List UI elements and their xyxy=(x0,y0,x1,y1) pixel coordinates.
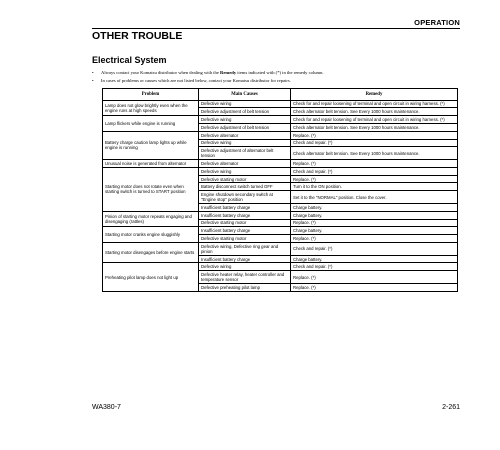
remedy-cell: Replace. (*) xyxy=(291,271,458,284)
cause-cell: Defective preheating pilot lamp xyxy=(199,284,291,292)
table-row xyxy=(103,227,458,235)
table-row xyxy=(103,211,458,219)
cause-cell: Defective adjustment of alternator belt tension xyxy=(199,147,291,160)
remedy-cell: Charge battery. xyxy=(291,211,458,219)
bullet-icon: • xyxy=(92,78,94,83)
remedy-cell: Turn it to the ON position. xyxy=(291,183,458,191)
remedy-cell: Replace. (*) xyxy=(291,131,458,139)
table-row xyxy=(103,131,458,139)
table-row xyxy=(103,100,458,108)
remedy-cell: Check and repair. (*) xyxy=(291,263,458,271)
cause-cell: Defective adjustment of belt tension xyxy=(199,123,291,131)
cause-cell: Defective starting motor xyxy=(199,219,291,227)
cause-cell: Battery disconnect switch turned OFF xyxy=(199,183,291,191)
cause-cell: Insufficient battery charge xyxy=(199,255,291,263)
remedy-cell: Check for and repair loosening of terminal and open circuit in wiring harness. (*) xyxy=(291,116,458,124)
column-header-problem: Problem xyxy=(103,89,199,101)
cause-cell: Defective wiring, Defective ring gear and pinion xyxy=(199,242,291,255)
remedy-cell: Replace. (*) xyxy=(291,175,458,183)
remedy-cell: Check and repair. (*) xyxy=(291,242,458,255)
cause-cell: Defective alternator xyxy=(199,160,291,168)
remedy-cell: Charge battery. xyxy=(291,227,458,235)
cause-cell: Defective alternator xyxy=(199,131,291,139)
cause-cell: Defective wiring xyxy=(199,139,291,147)
remedy-cell: Check alternator belt tension. See Every 1000 hours maintenance. xyxy=(291,123,458,131)
note-item xyxy=(92,69,460,77)
header-rule xyxy=(92,28,460,29)
note-text: In cases of problems or causes which are not listed below, contact your Komatsu distributor for repairs. xyxy=(101,78,291,83)
note-text: Always contact your Komatsu distributor when dealing with the Remedy items indicated with (*) in the remedy column. xyxy=(101,70,324,75)
cause-cell: Engine shutdown secondary switch at "Engine stop" position xyxy=(199,191,291,204)
footer-page-number: 2-261 xyxy=(442,404,460,411)
remedy-cell: Replace. (*) xyxy=(291,284,458,292)
table-row xyxy=(103,242,458,255)
problem-cell: Lamp does not glow brightly even when the engine runs at high speeds xyxy=(103,100,199,116)
table-row xyxy=(103,116,458,124)
cause-cell: Defective wiring xyxy=(199,167,291,175)
bullet-icon: • xyxy=(92,70,94,75)
cause-cell: Defective starting motor xyxy=(199,235,291,243)
column-header-main-causes: Main Causes xyxy=(199,89,291,101)
problem-cell: Preheating pilot lamp does not light up xyxy=(103,263,199,291)
remedy-cell: Check alternator belt tension. See Every 1000 hours maintenance. xyxy=(291,108,458,116)
notes-list xyxy=(92,69,460,85)
cause-cell: Insufficient battery charge xyxy=(199,227,291,235)
table-row xyxy=(103,167,458,175)
remedy-cell: Check alternator belt tension. See Every 1000 hours maintenance. xyxy=(291,147,458,160)
table-row xyxy=(103,263,458,271)
cause-cell: Defective wiring xyxy=(199,116,291,124)
remedy-cell: Check and repair. (*) xyxy=(291,167,458,175)
note-item xyxy=(92,77,460,85)
remedy-cell: Set it to the "NORMAL" position. Close the cover. xyxy=(291,191,458,204)
problem-cell: Starting motor does not rotate even when starting switch is turned to START position xyxy=(103,167,199,211)
cause-cell: Defective heater relay, heater controller and temperature sensor xyxy=(199,271,291,284)
remedy-cell: Replace. (*) xyxy=(291,219,458,227)
remedy-cell: Replace. (*) xyxy=(291,160,458,168)
page-title: OTHER TROUBLE xyxy=(92,30,183,42)
problem-cell: Unusual noise is generated from alternator xyxy=(103,160,199,168)
problem-cell: Lamp flickers while engine is running xyxy=(103,116,199,132)
footer-model: WA380-7 xyxy=(92,404,121,411)
problem-cell: Pinion of starting motor repeats engaging and disengaging (rattles) xyxy=(103,211,199,227)
problem-cell: Starting motor disengages before engine starts xyxy=(103,242,199,263)
cause-cell: Defective adjustment of belt tension xyxy=(199,108,291,116)
problem-cell: Battery charge caution lamp lights up while engine is running xyxy=(103,131,199,159)
table-body xyxy=(103,100,458,291)
section-label: OPERATION xyxy=(414,18,460,27)
cause-cell: Defective wiring xyxy=(199,263,291,271)
remedy-cell: Replace. (*) xyxy=(291,235,458,243)
problem-cell: Starting motor cranks engine sluggishly xyxy=(103,227,199,243)
table-header-row xyxy=(103,89,458,101)
remedy-cell: Charge battery. xyxy=(291,255,458,263)
cause-cell: Insufficient battery charge xyxy=(199,203,291,211)
remedy-cell: Check and repair. (*) xyxy=(291,139,458,147)
section-subtitle: Electrical System xyxy=(92,55,167,65)
cause-cell: Defective wiring xyxy=(199,100,291,108)
table-row xyxy=(103,160,458,168)
column-header-remedy: Remedy xyxy=(291,89,458,101)
remedy-cell: Charge battery. xyxy=(291,203,458,211)
cause-cell: Insufficient battery charge xyxy=(199,211,291,219)
cause-cell: Defective starting motor xyxy=(199,175,291,183)
remedy-cell: Check for and repair loosening of terminal and open circuit in wiring harness. (*) xyxy=(291,100,458,108)
troubleshooting-table xyxy=(102,88,458,292)
